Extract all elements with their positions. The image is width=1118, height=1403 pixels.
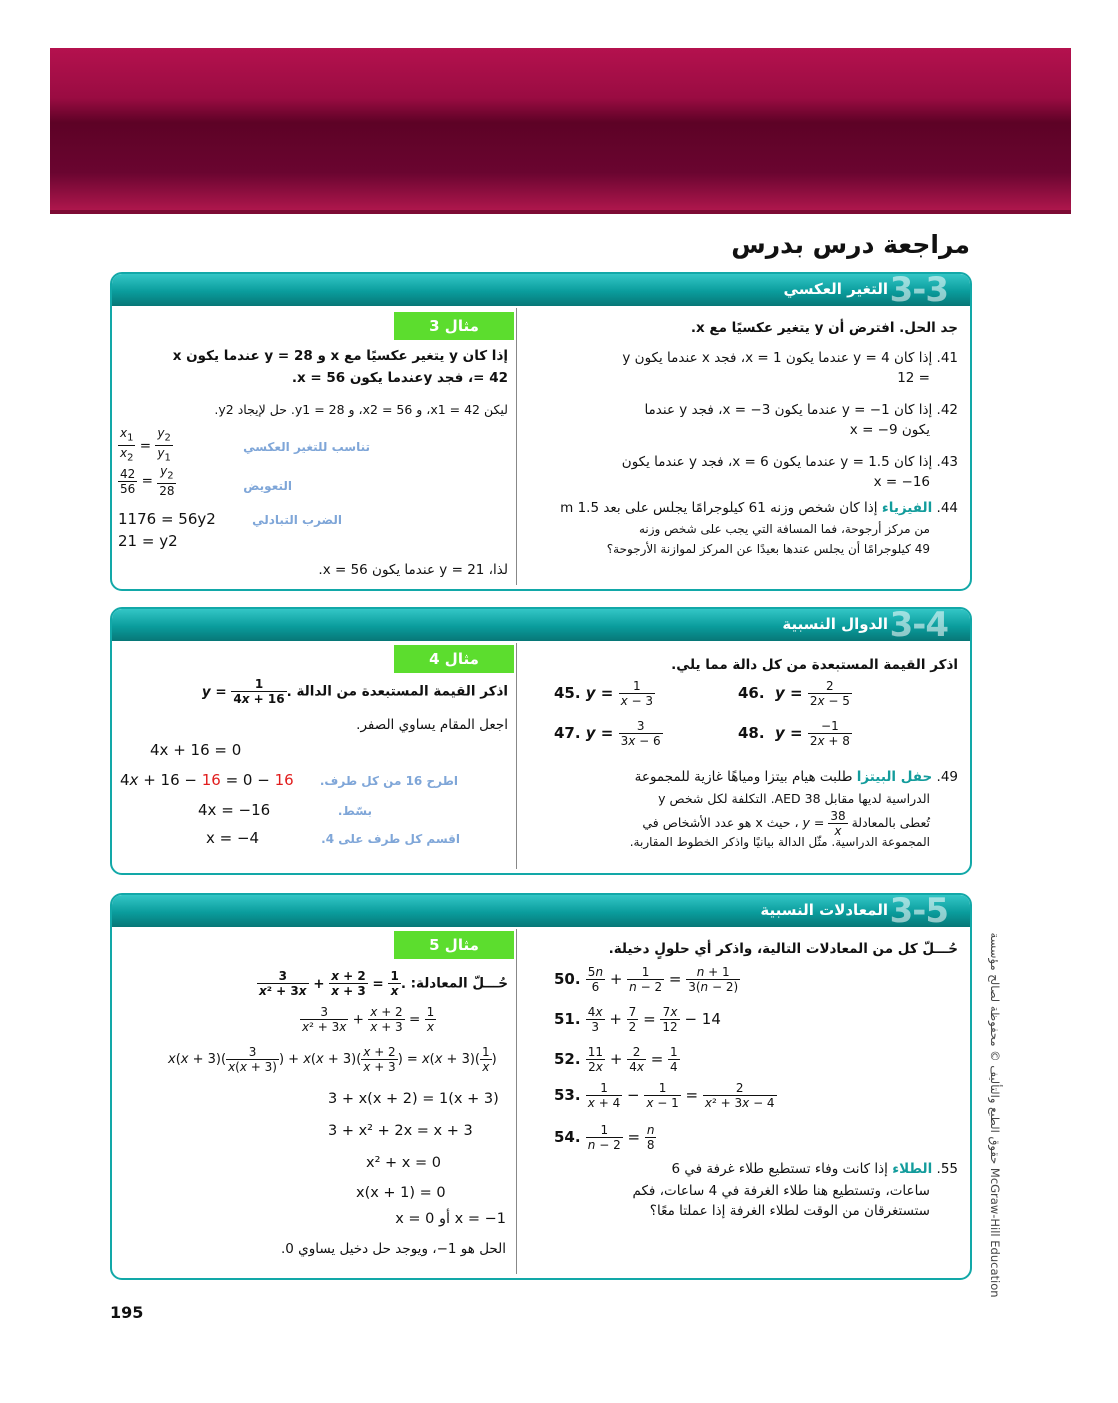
step-note-3: الضرب التبادلي — [252, 513, 342, 527]
section-number: 3-3 — [889, 272, 948, 310]
problem-42: 42. إذا كان 1− = y عندما يكون 3− = x، فجد y عندما — [644, 402, 958, 418]
step-intro: اجعل المقام يساوي الصفر. — [356, 717, 508, 733]
equation-3: 4x = −16 — [198, 801, 271, 819]
given-values: ليكن 42 = x1، و 56 = x2، و 28 = y1. حل لإيجاد y2. — [214, 402, 508, 417]
problem-49-label: حفل البيتزا — [856, 769, 933, 785]
problem-49-number: 49. — [936, 769, 958, 785]
problem-44-line2: من مركز أرجوحة، فما المسافة التي يجب على شخص وزنه — [638, 522, 930, 536]
problem-44 — [560, 500, 958, 516]
equation-4: x = −4 — [206, 829, 260, 847]
banner-underline — [50, 210, 1071, 214]
equation-1: 4x + 16 = 0 — [150, 741, 242, 759]
problem-41: 41. إذا كان 4 = y عندما يكون 1 = x، فجد x عندما يكون y — [622, 350, 958, 366]
problem-55 — [672, 1161, 958, 1177]
section-3-4 — [110, 607, 972, 875]
equation-7: x = −1 أو x = 0 — [395, 1211, 506, 1227]
problem-44-label: الفيزياء — [881, 500, 933, 516]
section-header — [112, 272, 970, 310]
example-intro: إذا كان y يتغير عكسيًا مع x و 28 = y عندما يكون x — [172, 348, 508, 364]
step-note-2: بسّط. — [337, 804, 372, 818]
equation-2: 4x + 16 − 16 = 0 − 16 — [120, 771, 294, 789]
step-note-3: اقسم كل طرف على 4. — [321, 832, 460, 846]
column-divider — [516, 929, 517, 1274]
top-banner — [50, 48, 1071, 214]
example-conclusion: لذا، 21 = y عندما يكون x = 56. — [318, 562, 508, 578]
equation-4: 3 + x² + 2x = x + 3 — [328, 1123, 473, 1139]
problem-50: 50. $\frac{5n}{6}$ + $\frac{1}{n - 2}$ = $\frac{n + 1}{3(n - 2)}$ — [554, 965, 739, 994]
section-3-5 — [110, 893, 972, 1280]
section-number: 3-5 — [889, 893, 948, 931]
equation-5: x² + x = 0 — [366, 1155, 441, 1171]
step-note-1: اطرح 16 من كل طرف. — [319, 774, 458, 788]
section-title: التغير العكسي — [783, 280, 888, 298]
problem-49-line3 — [642, 809, 930, 838]
example-equation: $\frac{3}{\text{x² + 3x}}$ + $\frac{x + 2}{x + 3}$ = $\frac{1}{x}$ . — [258, 969, 406, 998]
problem-55-number: 55. — [936, 1161, 958, 1177]
problem-44-number: 44. — [936, 500, 958, 516]
problem-49 — [635, 769, 958, 785]
copyright-sidebar — [985, 855, 1005, 1375]
page-number: 195 — [110, 1303, 144, 1322]
section-header — [112, 893, 970, 931]
equation-3: 3 + x(x + 2) = 1(x + 3) — [328, 1091, 499, 1107]
equation-4: 21 = y2 — [118, 532, 178, 550]
example-intro-text: حُـــلّ المعادلة: — [410, 975, 508, 992]
section-number: 3-4 — [889, 607, 948, 645]
problem-49-line4: المجموعة الدراسية. مثّل الدالة بيانيًا واذكر الخطوط المقاربة. — [629, 835, 930, 849]
problem-43: 43. إذا كان 1.5 = y عندما يكون 6 = x، فجد y عندما يكون — [621, 454, 958, 470]
example-intro — [202, 677, 508, 706]
example-intro-cont: 42 =، فجد yعندما يكون x = 56. — [291, 370, 508, 386]
problem-54: 54. $\frac{1}{n - 2}$ = $\frac{n}{8}$ — [554, 1123, 655, 1152]
problem-49-equation: y = $\frac{38}{x}$ — [802, 809, 846, 838]
example-badge: مثال 4 — [394, 645, 514, 673]
problem-55-text: إذا كانت وفاء تستطيع طلاء غرفة في 6 — [671, 1161, 888, 1177]
problem-55-label: الطلاء — [892, 1161, 933, 1177]
exercise-instructions: حُـــلّ كل من المعادلات التالية، واذكر أي حلولٍ دخيلة. — [608, 941, 958, 957]
example-badge: مثال 5 — [394, 931, 514, 959]
problem-46: 46. y = $\frac{2}{2x - 5}$ — [738, 679, 850, 708]
equation-2: $\frac{42}{56}$ = $\frac{y_2}{28}$ — [120, 464, 175, 499]
problem-42-cont: يكون 9− = x — [849, 422, 930, 438]
problem-41-cont: = 12 — [897, 370, 930, 386]
problem-49-line2: الدراسية لديها مقابل 38 AED. التكلفة لكل شخص y — [658, 791, 930, 806]
example-conclusion: الحل هو 1−، ويوجد حل دخيل يساوي 0. — [281, 1241, 506, 1257]
copyright-text: حقوق الطبع والتأليف © محفوظة لصالح مؤسسة McGraw-Hill Education — [988, 932, 1002, 1298]
column-divider — [516, 308, 517, 585]
example-intro — [257, 969, 508, 998]
problem-52: 52. $\frac{11}{2x}$ + $\frac{2}{4x}$ = $\frac{1}{4}$ — [554, 1045, 678, 1074]
problem-49-text-a: تُعطى بالمعادلة — [851, 815, 930, 830]
problem-45: 45. y = $\frac{1}{x - 3}$ — [554, 679, 654, 708]
problem-44-line3: 49 كيلوجرامًا أن يجلس عندها بعيدًا عن المركز لموازنة الأرجوحة؟ — [606, 542, 930, 556]
section-header — [112, 607, 970, 645]
problem-44-text: إذا كان شخص وزنه 61 كيلوجرامًا يجلس على بعد 1.5 m — [560, 500, 878, 516]
problem-47: 47. y = $\frac{3}{3x - 6}$ — [554, 719, 661, 748]
section-title: المعادلات النسبية — [760, 901, 888, 919]
problem-53: 53. $\frac{1}{x + 4}$ − $\frac{1}{x - 1}$ = $\frac{2}{\text{x² + 3x − 4}}$ — [554, 1081, 775, 1110]
example-badge: مثال 3 — [394, 312, 514, 340]
problem-51: 51. $\frac{4x}{3}$ + $\frac{7}{2}$ = $\frac{7x}{12}$ − 14 — [554, 1005, 721, 1034]
step-note-1: تناسب للتغير العكسي — [243, 440, 370, 454]
equation-2: x(x + 3)( $\frac{3}{x(x + 3)}$ ) + x(x + 3)( $\frac{x + 2}{x + 3}$ ) = x(x + 3)( $\frac{1}{x}$ ) — [168, 1045, 497, 1074]
exercise-instructions: جد الحل. افترض أن y يتغير عكسيًا مع x. — [690, 320, 958, 336]
problem-55-line3: ستستغرقان من الوقت لطلاء الغرفة إذا عملتا معًا؟ — [649, 1203, 930, 1219]
section-title: الدوال النسبية — [782, 615, 888, 633]
example-function: y = $\frac{1}{4x + 16}$ . — [201, 677, 292, 706]
problem-49-text: طلبت هيام بيتزا ومياهًا غازية للمجموعة — [634, 769, 853, 785]
equation-1: $\frac{3}{\text{x² + 3x}}$ + $\frac{x + 2}{x + 3}$ = $\frac{1}{x}$ — [302, 1005, 435, 1034]
problem-49-text-b: ، حيث x هو عدد الأشخاص في — [642, 815, 799, 830]
section-3-3 — [110, 272, 972, 591]
column-divider — [516, 643, 517, 869]
equation-6: x(x + 1) = 0 — [356, 1185, 446, 1201]
problem-48: 48. y = $\frac{-1}{2x + 8}$ — [738, 719, 850, 748]
problem-43-cont: x = −16 — [873, 474, 930, 490]
exercise-instructions: اذكر القيمة المستبعدة من كل دالة مما يلي. — [671, 657, 958, 673]
problem-55-line2: ساعات، وتستطيع هنا طلاء الغرفة في 4 ساعات، فكم — [632, 1183, 930, 1199]
step-note-2: التعويض — [243, 479, 292, 493]
example-intro-text: اذكر القيمة المستبعدة من الدالة — [296, 683, 508, 700]
equation-3: 1176 = 56y2 — [118, 510, 216, 528]
page-title: مراجعة درس بدرس — [731, 230, 970, 259]
equation-1: $\frac{x_1}{x_2}$ = $\frac{y_2}{y_1}$ — [120, 426, 171, 464]
